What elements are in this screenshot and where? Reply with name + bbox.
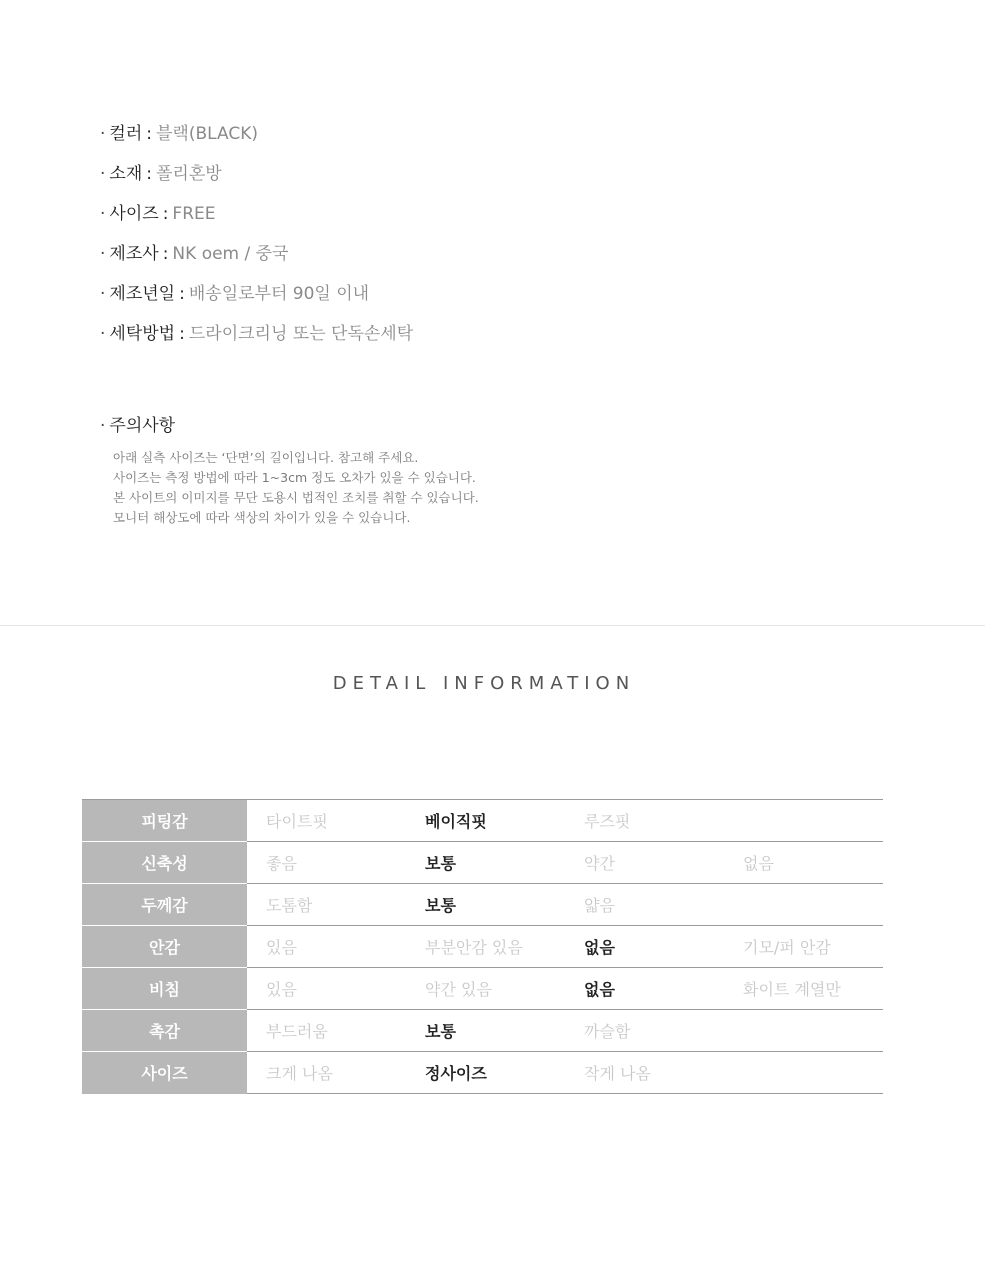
option-cell: 없음 [565, 968, 724, 1010]
spec-colon: : [179, 284, 185, 304]
option-cell: 약간 [565, 842, 724, 884]
bullet-dot: · [100, 416, 106, 436]
table-row-lining [82, 926, 883, 968]
option-cell: 보통 [406, 1010, 565, 1052]
option-cell: 타이트핏 [247, 800, 406, 842]
spec-label: 사이즈 [109, 204, 159, 224]
row-label: 촉감 [82, 1010, 247, 1052]
bullet-dot: · [100, 324, 106, 344]
row-label: 비침 [82, 968, 247, 1010]
option-cell [724, 884, 883, 926]
option-cell: 있음 [247, 968, 406, 1010]
option-cell: 없음 [565, 926, 724, 968]
spec-colon: : [162, 244, 169, 264]
option-cell: 얇음 [565, 884, 724, 926]
row-label: 피팅감 [82, 800, 247, 842]
option-cell: 작게 나옴 [565, 1052, 724, 1094]
spec-label: 세탁방법 [109, 324, 176, 344]
option-cell: 부드러움 [247, 1010, 406, 1052]
bullet-dot: · [100, 164, 106, 184]
table-row-stretch [82, 842, 883, 884]
notice-line: 모니터 해상도에 따라 색상의 차이가 있을 수 있습니다. [113, 510, 411, 525]
option-cell: 보통 [406, 842, 565, 884]
bullet-dot: · [100, 284, 106, 304]
detail-info-title: DETAIL INFORMATION [332, 673, 636, 694]
option-cell: 까슬함 [565, 1010, 724, 1052]
notice-lines [113, 448, 479, 528]
row-label: 두께감 [82, 884, 247, 926]
spec-value: NK oem / 중국 [172, 244, 289, 264]
notice-line: 아래 실측 사이즈는 ‘단면’의 길이입니다. 참고해 주세요. [113, 450, 419, 465]
option-cell: 있음 [247, 926, 406, 968]
spec-row-material [100, 160, 413, 200]
option-cell: 크게 나옴 [247, 1052, 406, 1094]
spec-label: 소재 [109, 164, 143, 184]
spec-colon: : [146, 124, 152, 144]
bullet-dot: · [100, 244, 106, 264]
product-spec-list [100, 120, 413, 360]
option-cell [724, 1052, 883, 1094]
spec-value: FREE [172, 204, 216, 224]
table-row-texture [82, 1010, 883, 1052]
detail-info-table [82, 799, 883, 1094]
spec-row-manufacturer [100, 240, 413, 280]
table-row-size [82, 1052, 883, 1094]
bullet-dot: · [100, 124, 106, 144]
spec-label: 제조사 [109, 244, 159, 264]
spec-colon: : [179, 324, 185, 344]
spec-value: 드라이크리닝 또는 단독손세탁 [188, 324, 414, 344]
section-divider [0, 625, 985, 626]
spec-row-color [100, 120, 413, 160]
spec-row-size [100, 200, 413, 240]
table-row-thickness [82, 884, 883, 926]
row-label: 신축성 [82, 842, 247, 884]
notice-heading [100, 412, 479, 440]
option-cell: 도톰함 [247, 884, 406, 926]
option-cell: 화이트 계열만 [724, 968, 883, 1010]
table-row-see-through [82, 968, 883, 1010]
spec-row-washing [100, 320, 413, 360]
spec-value: 배송일로부터 90일 이내 [188, 284, 370, 304]
option-cell: 루즈핏 [565, 800, 724, 842]
option-cell: 베이직핏 [406, 800, 565, 842]
row-label: 사이즈 [82, 1052, 247, 1094]
option-cell: 정사이즈 [406, 1052, 565, 1094]
bullet-dot: · [100, 204, 106, 224]
notice-section [100, 412, 479, 528]
notice-line: 본 사이트의 이미지를 무단 도용시 법적인 조치를 취할 수 있습니다. [113, 490, 479, 505]
notice-title-text: 주의사항 [109, 416, 176, 436]
option-cell [724, 1010, 883, 1052]
row-label: 안감 [82, 926, 247, 968]
spec-label: 컬러 [109, 124, 143, 144]
spec-value: 폴리혼방 [156, 164, 222, 184]
spec-colon: : [162, 204, 169, 224]
option-cell: 부분안감 있음 [406, 926, 565, 968]
spec-row-manufacture-date [100, 280, 413, 320]
option-cell: 좋음 [247, 842, 406, 884]
spec-colon: : [146, 164, 152, 184]
option-cell [724, 800, 883, 842]
option-cell: 없음 [724, 842, 883, 884]
spec-value: 블랙(BLACK) [156, 124, 258, 144]
option-cell: 약간 있음 [406, 968, 565, 1010]
notice-line: 사이즈는 측정 방법에 따라 1~3cm 정도 오차가 있을 수 있습니다. [113, 470, 476, 485]
table-row-fit [82, 800, 883, 842]
option-cell: 기모/퍼 안감 [724, 926, 883, 968]
spec-label: 제조년일 [109, 284, 176, 304]
option-cell: 보통 [406, 884, 565, 926]
